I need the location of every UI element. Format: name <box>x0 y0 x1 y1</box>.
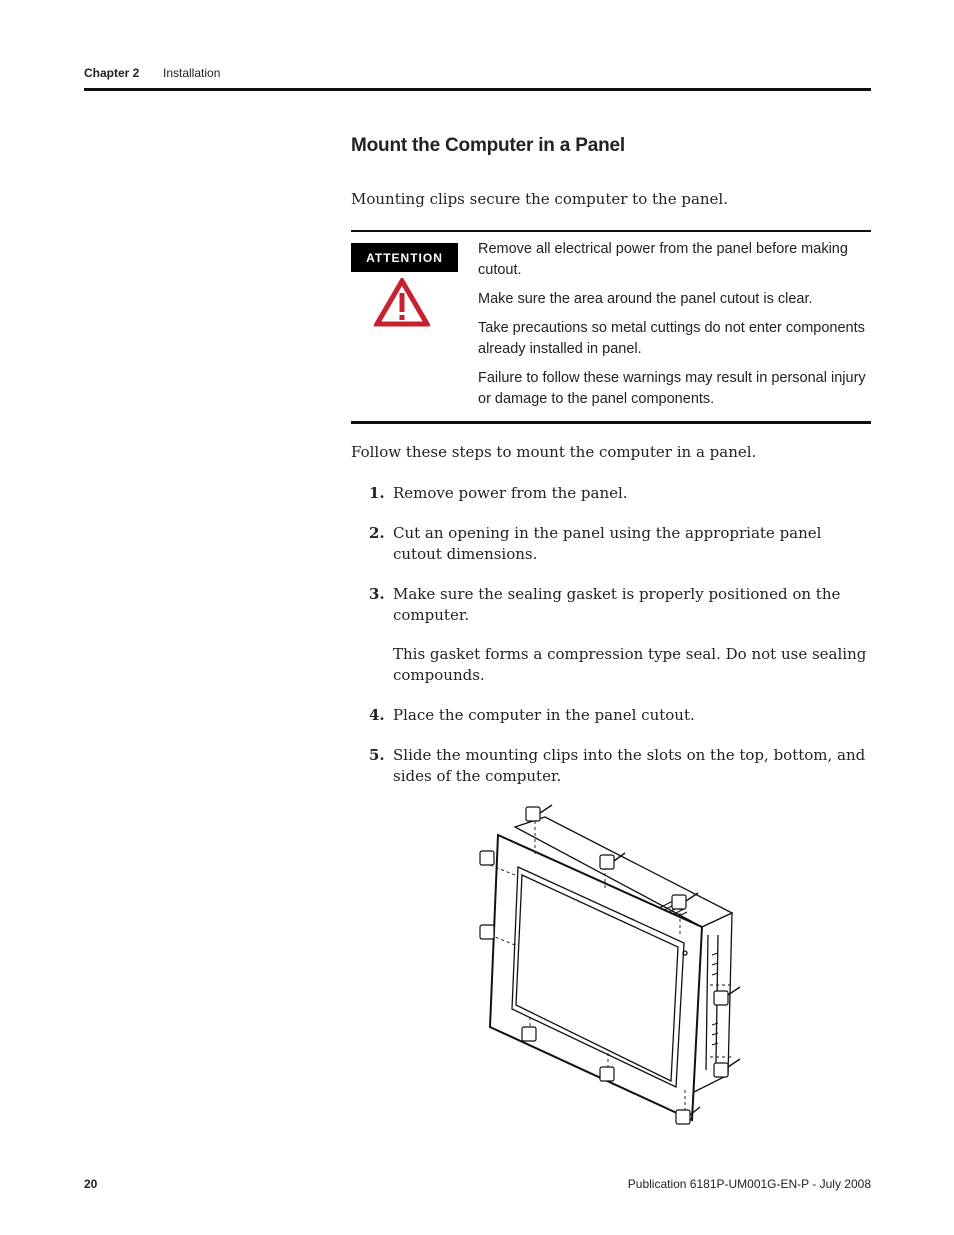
section-label: Installation <box>163 66 221 80</box>
steps-intro: Follow these steps to mount the computer in a panel. <box>351 443 757 461</box>
attention-label: ATTENTION <box>351 243 458 272</box>
header-rule <box>84 88 871 91</box>
step-number: 2. <box>369 524 385 542</box>
attention-paragraph: Make sure the area around the panel cutout is clear. <box>478 291 813 307</box>
running-header <box>84 66 221 80</box>
step-number: 1. <box>369 484 385 502</box>
step-text: Make sure the sealing gasket is properly positioned on the computer. <box>393 585 841 624</box>
section-title: Mount the Computer in a Panel <box>351 135 625 156</box>
step-text: Remove power from the panel. <box>393 484 628 502</box>
step-item <box>351 523 871 565</box>
attention-text <box>478 239 873 418</box>
publication-info: Publication 6181P-UM001G-EN-P - July 2008 <box>627 1177 871 1191</box>
step-item <box>351 705 871 726</box>
step-text: Slide the mounting clips into the slots on the top, bottom, and sides of the computer. <box>393 746 866 785</box>
step-item <box>351 483 871 504</box>
step-number: 3. <box>369 585 385 603</box>
step-item <box>351 745 871 787</box>
step-text: Place the computer in the panel cutout. <box>393 706 695 724</box>
step-number: 5. <box>369 746 385 764</box>
attention-paragraph: Take precautions so metal cuttings do not enter components already installed in panel. <box>478 320 865 357</box>
chapter-label: Chapter 2 <box>84 66 140 80</box>
step-number: 4. <box>369 706 385 724</box>
attention-paragraph: Failure to follow these warnings may result in personal injury or damage to the panel components. <box>478 370 866 407</box>
step-note: This gasket forms a compression type seal. Do not use sealing compounds. <box>393 645 867 684</box>
mounting-clips-illustration <box>470 795 760 1140</box>
attention-bottom-rule <box>351 421 871 424</box>
attention-paragraph: Remove all electrical power from the panel before making cutout. <box>478 241 848 278</box>
attention-top-rule <box>351 230 871 232</box>
page-number: 20 <box>84 1177 98 1191</box>
intro-paragraph: Mounting clips secure the computer to the panel. <box>351 190 728 208</box>
warning-triangle-icon <box>374 278 430 333</box>
step-text: Cut an opening in the panel using the appropriate panel cutout dimensions. <box>393 524 822 563</box>
step-item <box>351 584 871 686</box>
